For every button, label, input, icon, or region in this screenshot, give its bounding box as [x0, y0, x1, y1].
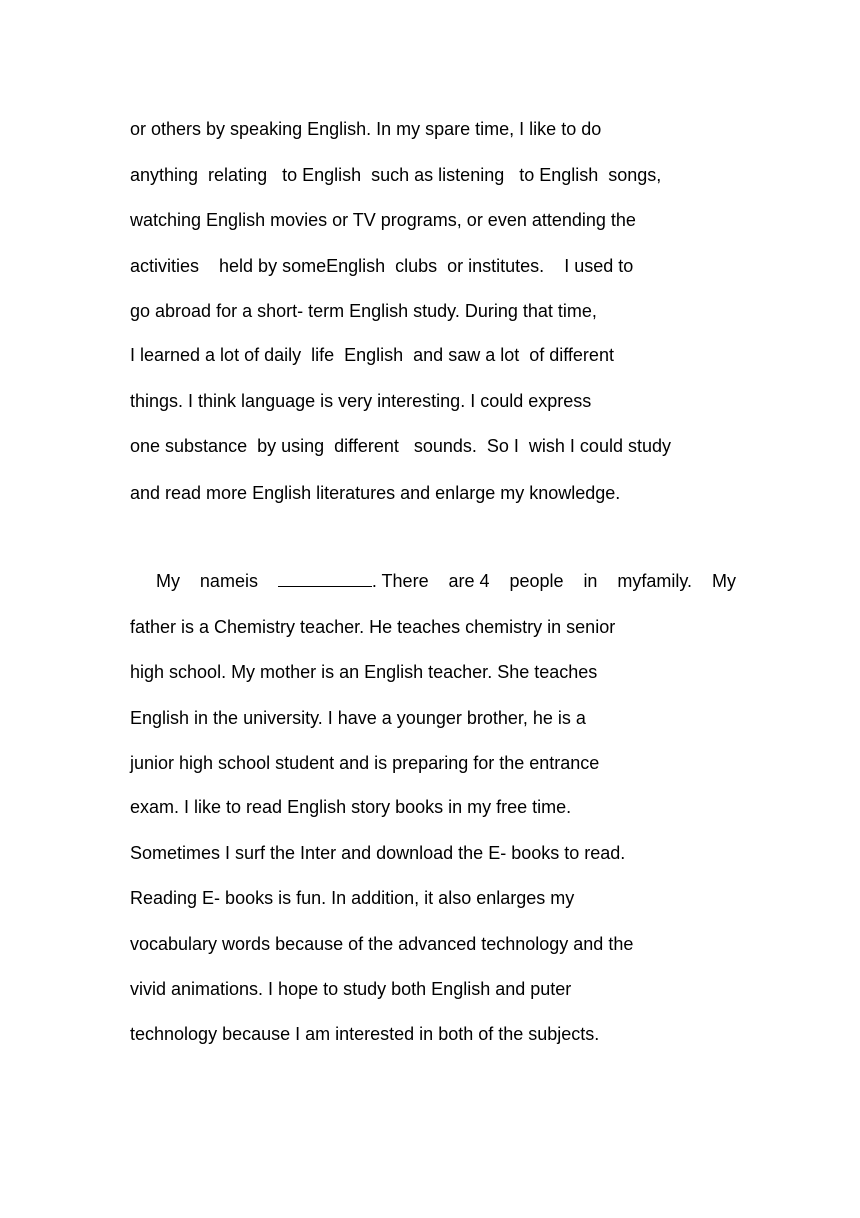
text-line: one substance by using different sounds. So I wish I could study [130, 436, 671, 456]
text-line: technology because I am interested in both of the subjects. [130, 1024, 600, 1044]
text-line: or others by speaking English. In my spare time, I like to do [130, 119, 602, 139]
text-line: father is a Chemistry teacher. He teaches chemistry in senior [130, 617, 616, 637]
word: myfamily. [617, 571, 693, 591]
word: people [509, 571, 564, 591]
word: My [156, 571, 180, 591]
word: in [583, 571, 598, 591]
text-line: go abroad for a short- term English study. During that time, [130, 301, 597, 321]
text-line: Reading E- books is fun. In addition, it also enlarges my [130, 888, 575, 908]
text-line: vivid animations. I hope to study both English and puter [130, 979, 572, 999]
name-blank-group [278, 570, 429, 592]
text-line: high school. My mother is an English teacher. She teaches [130, 662, 598, 682]
text-line: Sometimes I surf the Inter and download the E- books to read. [130, 843, 626, 863]
text-line: vocabulary words because of the advanced technology and the [130, 934, 634, 954]
text-line: I learned a lot of daily life English and saw a lot of different [130, 345, 614, 365]
text-line: exam. I like to read English story books in my free time. [130, 797, 572, 817]
word: nameis [199, 571, 258, 591]
text-line: junior high school student and is preparing for the entrance [130, 753, 600, 773]
intro-line [156, 570, 736, 592]
word: My [711, 571, 736, 591]
name-blank [278, 570, 372, 587]
text-line: watching English movies or TV programs, or even attending the [130, 210, 636, 230]
text-line: and read more English literatures and enlarge my knowledge. [130, 483, 621, 503]
word: are 4 [448, 571, 490, 591]
word: . There [371, 571, 429, 591]
text-line: anything relating to English such as listening to English songs, [130, 165, 662, 185]
text-line: English in the university. I have a younger brother, he is a [130, 708, 586, 728]
text-line: things. I think language is very interesting. I could express [130, 391, 592, 411]
text-line: activities held by someEnglish clubs or institutes. I used to [130, 256, 634, 276]
